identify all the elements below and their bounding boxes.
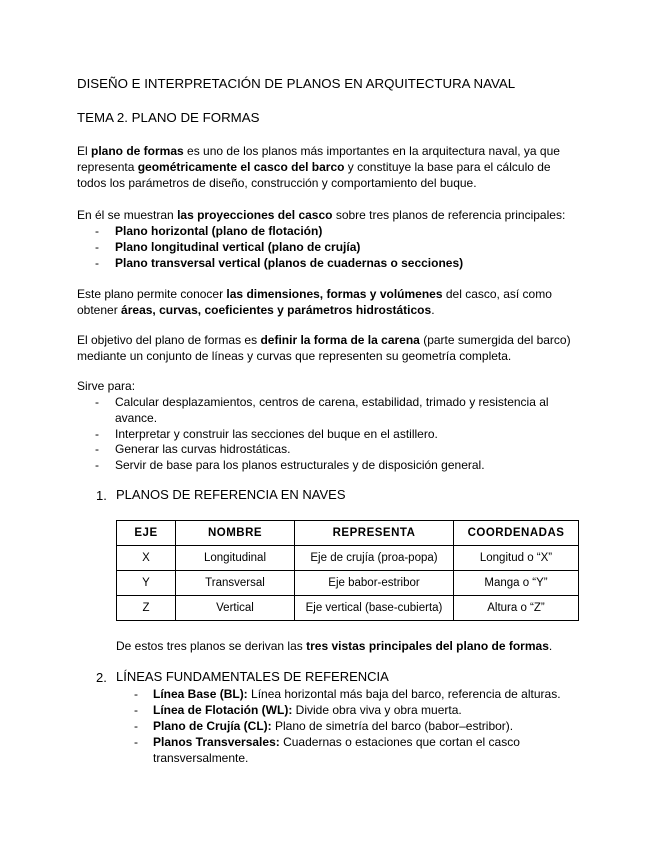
table-cell: Z — [117, 596, 176, 621]
list-dash: - — [134, 719, 138, 733]
line-item: Planos Transversales: Cuadernas o estaciones que cortan el casco transversalmente. — [153, 735, 520, 765]
list-dash: - — [95, 458, 99, 472]
table-cell: X — [117, 546, 176, 571]
list-dash: - — [95, 224, 99, 238]
use-item: Servir de base para los planos estructurales y de disposición general. — [115, 458, 485, 472]
plane-item: Plano transversal vertical (planos de cuadernas o secciones) — [115, 256, 464, 270]
section-1-number: 1. — [96, 488, 107, 503]
section-1-title: PLANOS DE REFERENCIA EN NAVES — [116, 487, 346, 502]
table-cell: Vertical — [176, 596, 295, 621]
list-dash: - — [95, 427, 99, 441]
views-paragraph: De estos tres planos se derivan las tres vistas principales del plano de formas. — [116, 639, 553, 653]
table-cell: Y — [117, 571, 176, 596]
reference-planes-table — [116, 520, 579, 621]
use-item: Generar las curvas hidrostáticas. — [115, 442, 291, 456]
line-item: Plano de Crujía (CL): Plano de simetría del barco (babor–estribor). — [153, 719, 514, 733]
table-header: NOMBRE — [176, 521, 295, 546]
section-2-number: 2. — [96, 670, 107, 685]
subtitle: TEMA 2. PLANO DE FORMAS — [77, 110, 260, 125]
table-row — [117, 546, 579, 571]
list-dash: - — [134, 735, 138, 749]
section-2-title: LÍNEAS FUNDAMENTALES DE REFERENCIA — [116, 669, 389, 684]
use-item: Calcular desplazamientos, centros de carena, estabilidad, trimado y resistencia al avance. — [115, 395, 549, 425]
list-dash: - — [95, 442, 99, 456]
table-header: COORDENADAS — [454, 521, 579, 546]
uses-intro: Sirve para: — [77, 379, 136, 393]
table-cell: Eje babor-estribor — [295, 571, 454, 596]
line-item: Línea de Flotación (WL): Divide obra viva y obra muerta. — [153, 703, 462, 717]
list-dash: - — [95, 240, 99, 254]
table-cell: Transversal — [176, 571, 295, 596]
table-cell: Longitud o “X” — [454, 546, 579, 571]
dimensions-paragraph: Este plano permite conocer las dimensiones, formas y volúmenes del casco, así como obtener áreas, curvas, coeficientes y parámetros hidrostáticos. — [77, 287, 552, 317]
line-item: Línea Base (BL): Línea horizontal más baja del barco, referencia de alturas. — [153, 687, 561, 701]
use-item: Interpretar y construir las secciones del buque en el astillero. — [115, 427, 438, 441]
table-header-row — [117, 521, 579, 546]
table-cell: Eje vertical (base-cubierta) — [295, 596, 454, 621]
table-header: REPRESENTA — [295, 521, 454, 546]
plane-item: Plano horizontal (plano de flotación) — [115, 224, 323, 238]
table-cell: Longitudinal — [176, 546, 295, 571]
plane-item: Plano longitudinal vertical (plano de crujía) — [115, 240, 361, 254]
table-row — [117, 596, 579, 621]
list-dash: - — [95, 256, 99, 270]
objective-paragraph: El objetivo del plano de formas es definir la forma de la carena (parte sumergida del barco) mediante un conjunto de líneas y curvas que representen su geometría completa. — [77, 333, 571, 363]
intro-paragraph: El plano de formas es uno de los planos más importantes en la arquitectura naval, ya que representa geométricamente el casco del barco y constituye la base para el cálculo de todos los parámetros de diseño, construcción y comportamiento del buque. — [77, 144, 560, 190]
table-cell: Altura o “Z” — [454, 596, 579, 621]
table-cell: Manga o “Y” — [454, 571, 579, 596]
list-dash: - — [95, 395, 99, 409]
main-title: DISEÑO E INTERPRETACIÓN DE PLANOS EN ARQUITECTURA NAVAL — [77, 76, 516, 91]
list-dash: - — [134, 703, 138, 717]
table-header: EJE — [117, 521, 176, 546]
list-dash: - — [134, 687, 138, 701]
table-cell: Eje de crujía (proa-popa) — [295, 546, 454, 571]
projections-paragraph: En él se muestran las proyecciones del casco sobre tres planos de referencia principales: — [77, 208, 566, 222]
table-row — [117, 571, 579, 596]
